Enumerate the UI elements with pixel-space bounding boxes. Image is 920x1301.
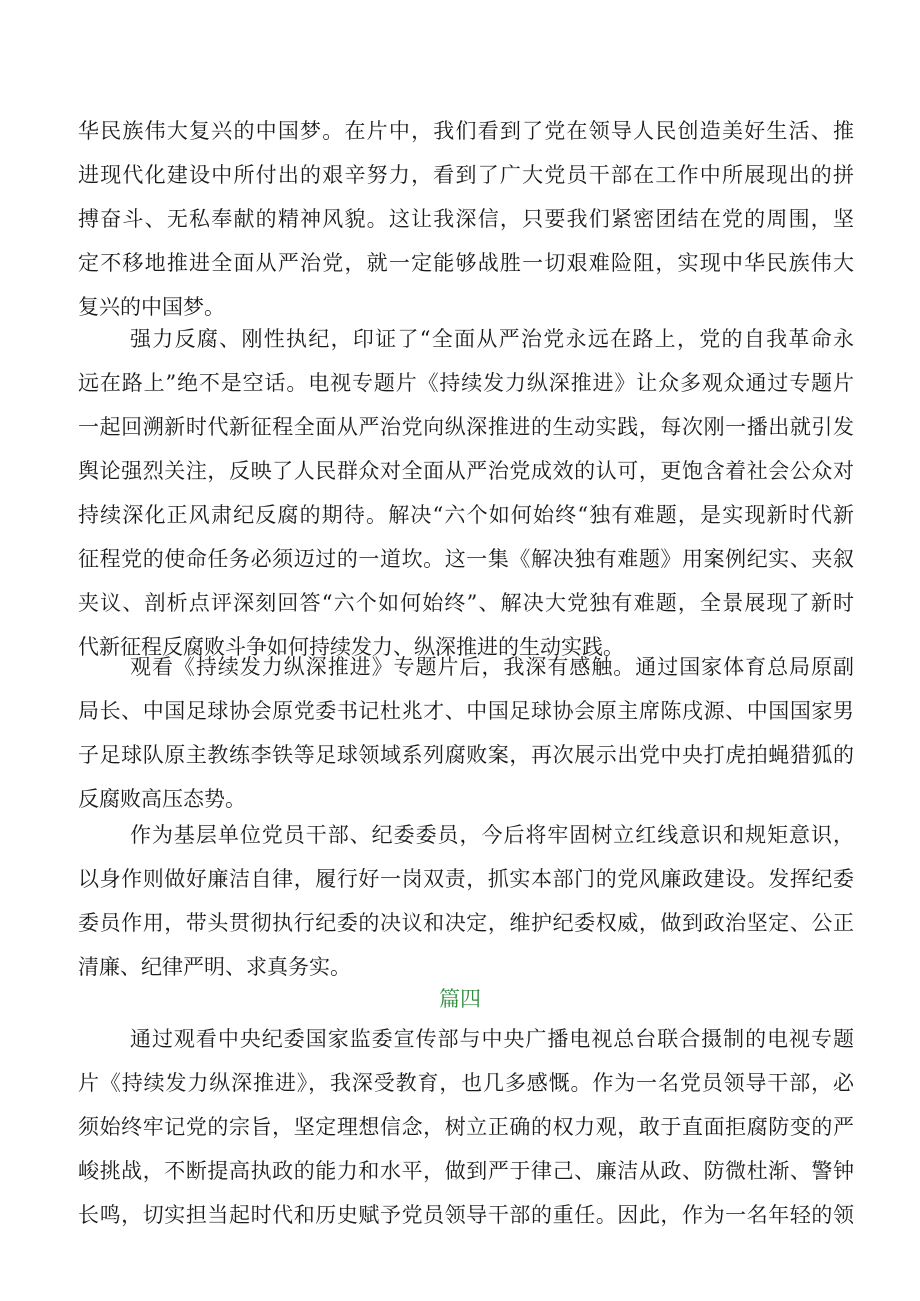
text-line: 定不移地推进全面从严治党，就一定能够战胜一切艰难险阻，实现中华民族伟大 — [78, 251, 854, 275]
text-line: 以身作则做好廉洁自律，履行好一岗双责，抓实本部门的党风廉政建设。发挥纪委 — [78, 867, 854, 891]
text-line: 夹议、剖析点评深刻回答“六个如何始终”、解决大党独有难题，全景展现了新时 — [78, 591, 854, 615]
text-line: 复兴的中国梦。 — [78, 295, 225, 319]
text-line: 须始终牢记党的宗旨，坚定理想信念，树立正确的权力观，敢于直面拒腐防变的严 — [78, 1115, 854, 1139]
text-line: 持续深化正风肃纪反腐的期待。解决“六个如何始终“独有难题，是实现新时代新 — [78, 503, 854, 527]
section-heading: 篇四 — [439, 987, 481, 1011]
text-line: 征程党的使命任务必须迈过的一道坎。这一集《解决独有难题》用案例纪实、夹叙 — [78, 547, 854, 571]
text-line: 观看《持续发力纵深推进》专题片后，我深有感触。通过国家体育总局原副 — [130, 655, 854, 679]
text-line: 华民族伟大复兴的中国梦。在片中，我们看到了党在领导人民创造美好生活、推 — [78, 119, 854, 143]
paragraph-3 — [78, 645, 854, 821]
text-line: 舆论强烈关注，反映了人民群众对全面从严治党成效的认可，更饱含着社会公众对 — [78, 459, 854, 483]
text-line: 搏奋斗、无私奉献的精神风貌。这让我深信，只要我们紧密团结在党的周围，坚 — [78, 207, 854, 231]
text-line: 代新征程反腐败斗争如何持续发力、纵深推进的生动实践。 — [78, 635, 624, 659]
text-line: 长鸣，切实担当起时代和历史赋予党员领导干部的重任。因此，作为一名年轻的领 — [78, 1203, 854, 1227]
section-paragraph — [78, 1017, 854, 1237]
text-line: 子足球队原主教练李铁等足球领域系列腐败案，再次展示出党中央打虎拍蝇猎狐的 — [78, 743, 854, 767]
text-line: 局长、中国足球协会原党委书记杜兆才、中国足球协会原主席陈戌源、中国国家男 — [78, 699, 854, 723]
text-line: 远在路上”绝不是空话。电视专题片《持续发力纵深推进》让众多观众通过专题片 — [78, 371, 854, 395]
paragraph-4 — [78, 813, 854, 989]
text-line: 反腐败高压态势。 — [78, 787, 246, 811]
text-line: 强力反腐、刚性执纪，印证了“全面从严治党永远在路上，党的自我革命永 — [130, 327, 854, 351]
paragraph-2 — [78, 317, 854, 669]
paragraph-1 — [78, 109, 854, 329]
text-line: 作为基层单位党员干部、纪委委员，今后将牢固树立红线意识和规矩意识， — [130, 823, 854, 847]
text-line: 峻挑战，不断提高执政的能力和水平，做到严于律己、廉洁从政、防微杜渐、警钟 — [78, 1159, 854, 1183]
text-line: 一起回溯新时代新征程全面从严治党向纵深推进的生动实践，每次刚一播出就引发 — [78, 415, 854, 439]
text-line: 片《持续发力纵深推进》，我深受教育，也几多感慨。作为一名党员领导干部，必 — [78, 1071, 854, 1095]
text-line: 委员作用，带头贯彻执行纪委的决议和决定，维护纪委权威，做到政治坚定、公正 — [78, 911, 854, 935]
text-line: 进现代化建设中所付出的艰辛努力，看到了广大党员干部在工作中所展现出的拼 — [78, 163, 854, 187]
text-line: 通过观看中央纪委国家监委宣传部与中央广播电视总台联合摄制的电视专题 — [130, 1027, 854, 1051]
text-line: 清廉、纪律严明、求真务实。 — [78, 955, 351, 979]
